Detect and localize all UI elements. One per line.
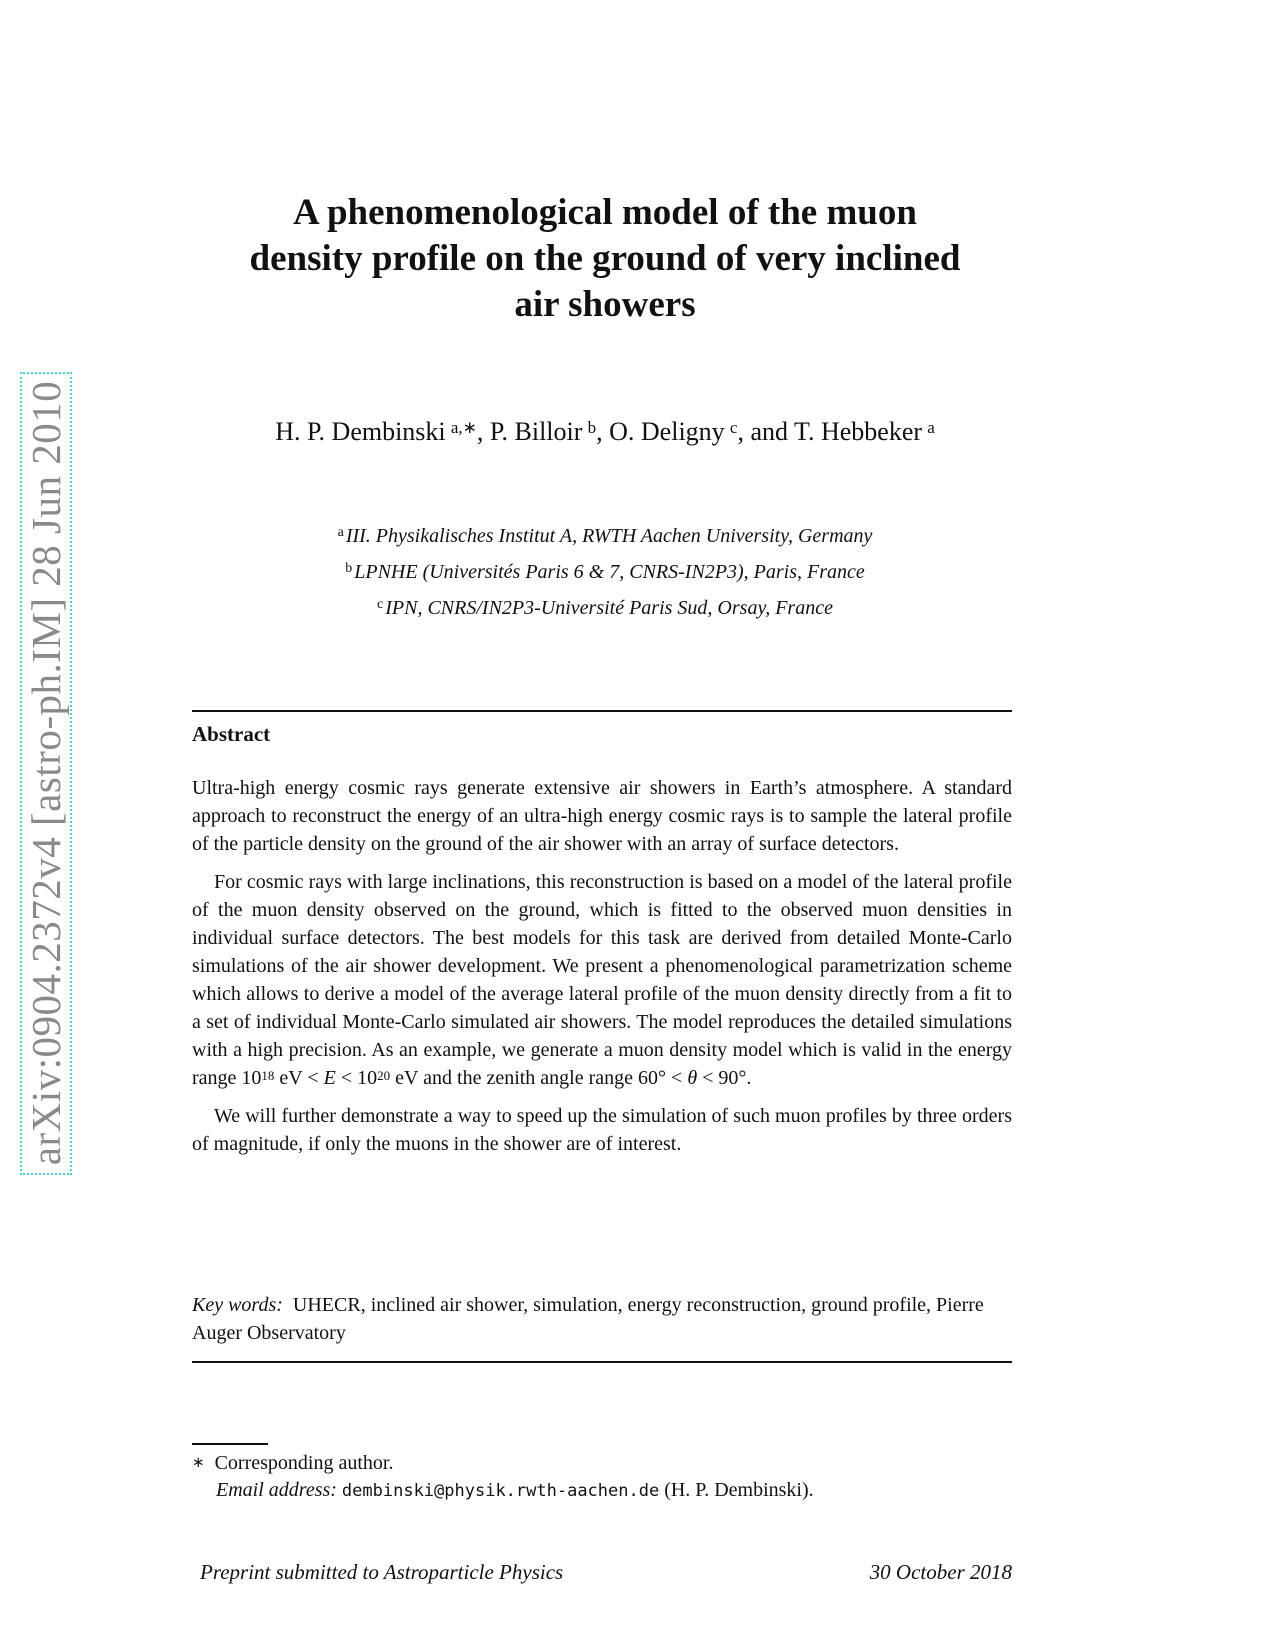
affiliation-text: IPN, CNRS/IN2P3-Université Paris Sud, Orsay, France — [385, 597, 833, 619]
arxiv-stamp[interactable]: arXiv:0904.2372v4 [astro-ph.IM] 28 Jun 2010 — [23, 380, 69, 1166]
author-name: O. Deligny — [609, 417, 725, 446]
footnote-line: Email address: dembinski@physik.rwth-aachen.de (H. P. Dembinski). — [216, 1479, 814, 1501]
abstract-bottom-rule — [192, 1361, 1012, 1363]
abstract-paragraph: For cosmic rays with large inclinations, this reconstruction is based on a model of the lateral profile of the muon density observed on the ground, which is fitted to the observed muon densities in individual surface detectors. The best models for this task are derived from detailed Monte-Carlo simulations of the air shower development. We present a phenomenological parametrization scheme which allows to derive a model of the average lateral profile of the muon density directly from a fit to a set of individual Monte-Carlo simulated air showers. The model reproduces the detailed simulations with a high precision. As an example, we generate a muon density model which is valid in the energy range $10^{18}$ eV < $E < 10^{20}$ eV and the zenith angle range 60° < θ < 90°. — [192, 871, 1012, 1089]
preprint-journal: Preprint submitted to Astroparticle Physics — [200, 1560, 564, 1584]
author-affil-mark: c — [729, 418, 738, 437]
abstract-paragraph: Ultra-high energy cosmic rays generate extensive air showers in Earth’s atmosphere. A standard approach to reconstruct the energy of an ultra-high energy cosmic rays is to sample the lateral profile of the particle density on the ground of the air shower with an array of surface detectors. — [192, 777, 1012, 855]
affiliation — [190, 590, 1020, 626]
footnote-rule — [192, 1443, 268, 1445]
keywords-label: Key words: — [192, 1294, 283, 1316]
author-name: P. Billoir — [489, 417, 583, 446]
footnote-mark: ∗ — [192, 1455, 205, 1471]
affiliation — [190, 518, 1020, 554]
author-name: T. Hebbeker — [794, 417, 923, 446]
abstract-paragraph: We will further demonstrate a way to speed up the simulation of such muon profiles by three orders of magnitude, if only the muons in the shower are of interest. — [192, 1105, 1012, 1155]
abstract-heading: Abstract — [192, 722, 271, 746]
paper-title — [190, 190, 1020, 328]
footnote — [192, 1450, 1012, 1505]
keywords-text: UHECR, inclined air shower, simulation, energy reconstruction, ground profile, Pierre Auger Observatory — [192, 1294, 984, 1344]
affiliation — [190, 554, 1020, 590]
title-line: A phenomenological model of the muon — [293, 192, 917, 233]
abstract-body — [192, 774, 1012, 1168]
abstract-top-rule — [192, 710, 1012, 712]
affiliation-text: III. Physikalisches Institut A, RWTH Aachen University, Germany — [345, 525, 873, 547]
author-name: H. P. Dembinski — [275, 417, 446, 446]
affiliation-list — [190, 518, 1020, 626]
preprint-date: 30 October 2018 — [869, 1560, 1012, 1584]
affiliation-mark: c — [377, 597, 384, 612]
title-line: density profile on the ground of very inclined — [249, 238, 961, 279]
footnote-line: ∗ Corresponding author. — [192, 1452, 394, 1474]
author-affil-mark: b — [587, 418, 597, 437]
affiliation-mark: a — [337, 525, 344, 540]
author-affil-mark: a,∗ — [450, 418, 477, 437]
keywords — [192, 1291, 1012, 1347]
email-label: Email address: — [216, 1479, 337, 1501]
title-line: air showers — [514, 284, 696, 325]
author-list: H. P. Dembinski $^{a,∗}$, P. Billoir $^b$, O. Deligny $^c$, and T. Hebbeker $^a$ — [275, 417, 935, 446]
author-connector: and — [750, 417, 788, 446]
email-link[interactable]: dembinski@physik.rwth-aachen.de — [341, 1481, 660, 1501]
affiliation-mark: b — [345, 561, 353, 576]
author-affil-mark: a — [927, 418, 935, 437]
affiliation-text: LPNHE (Universités Paris 6 & 7, CNRS-IN2P3), Paris, France — [354, 561, 865, 583]
